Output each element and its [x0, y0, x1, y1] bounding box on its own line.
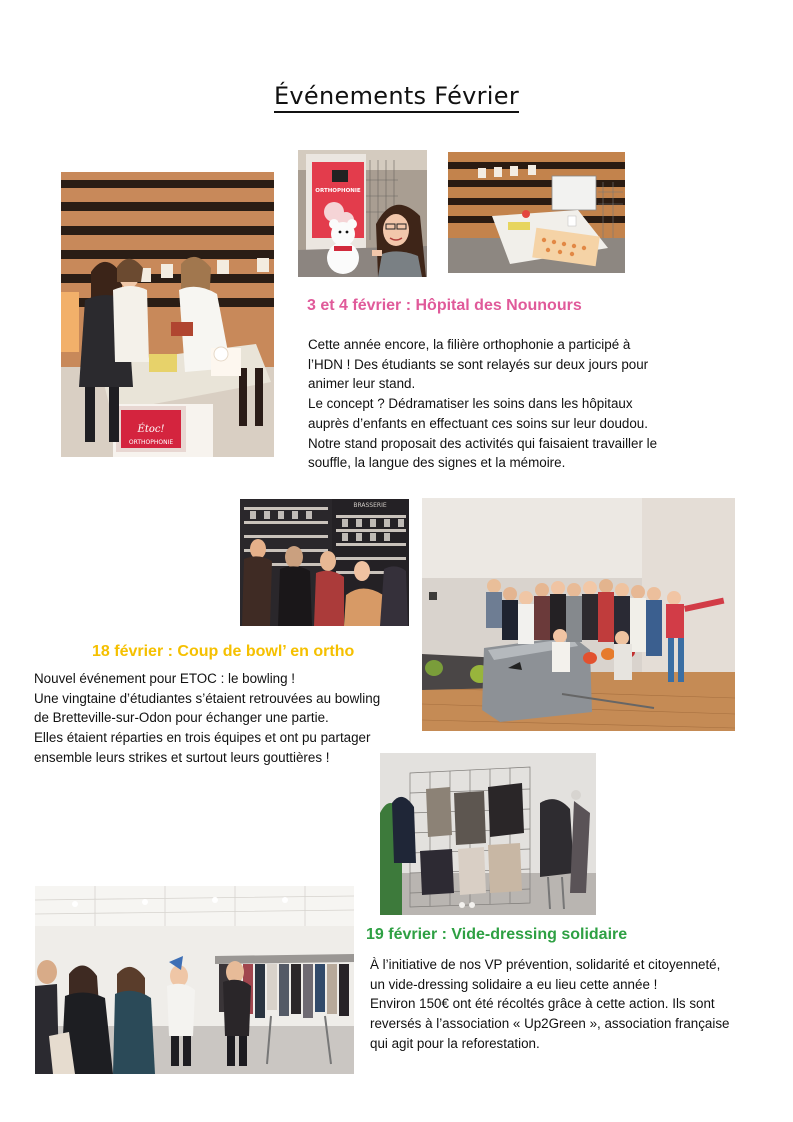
page-title-text: Événements Février	[274, 82, 519, 113]
photo-bowling-shoes	[240, 499, 409, 626]
photo-dressing-rack	[380, 753, 596, 915]
poster-label: ORTHOPHONIE	[315, 188, 361, 194]
dressing-heading: 19 février : Vide-dressing solidaire	[366, 926, 628, 943]
photo-dressing-room	[35, 886, 354, 1074]
dressing-line: reversés à l’association « Up2Green », association française	[370, 1016, 730, 1032]
bowling-line: Une vingtaine d’étudiantes s’étaient retrouvées au bowling	[34, 690, 381, 706]
hdn-line: Le concept ? Dédramatiser les soins dans les hôpitaux	[308, 396, 633, 412]
hdn-line: animer leur stand.	[308, 376, 416, 392]
banner-label: ORTHOPHONIE	[128, 439, 174, 446]
hdn-line: Notre stand proposait des activités qui faisaient travailler le	[308, 435, 658, 451]
hdn-line: souffle, la langue des signes et la mémoire.	[308, 455, 566, 471]
page-title	[0, 82, 793, 110]
bowling-line: Elles étaient réparties en trois équipes et ont pu partager	[34, 730, 371, 746]
photo-bowling-group	[422, 498, 735, 731]
dressing-line: À l’initiative de nos VP prévention, solidarité et citoyenneté,	[370, 957, 721, 972]
hdn-line: l’HDN ! Des étudiants se sont relayés sur deux jours pour	[308, 356, 649, 372]
bowling-paragraph	[34, 669, 380, 768]
banner-logo: Étoc!	[137, 424, 165, 435]
bowling-sign-label: BRASSERIE	[353, 502, 387, 509]
bowling-line: Nouvel événement pour ETOC : le bowling !	[34, 671, 296, 686]
dressing-paragraph	[370, 955, 730, 1054]
photo-hdn-stand-group	[61, 172, 274, 457]
photo-hdn-teddy-bear	[298, 150, 427, 277]
dressing-line: un vide-dressing solidaire a eu lieu cette année !	[370, 976, 658, 992]
photo-hdn-activity-table	[448, 152, 625, 273]
bowling-line: de Bretteville-sur-Odon pour échanger une partie.	[34, 710, 329, 726]
bowling-heading: 18 février : Coup de bowl’ en ortho	[92, 643, 355, 660]
hdn-paragraph	[308, 335, 657, 473]
dressing-line: Environ 150€ ont été récoltés grâce à cette action. Ils sont	[370, 996, 715, 1012]
hdn-line: auprès d’enfants en effectuant ces soins sur leur doudou.	[308, 415, 648, 431]
hdn-heading: 3 et 4 février : Hôpital des Nounours	[307, 297, 582, 314]
dressing-line: qui agit pour la reforestation.	[370, 1035, 540, 1051]
bowling-line: ensemble leurs strikes et surtout leurs gouttières !	[34, 749, 330, 765]
hdn-line: Cette année encore, la filière orthophonie a participé à	[308, 337, 631, 352]
